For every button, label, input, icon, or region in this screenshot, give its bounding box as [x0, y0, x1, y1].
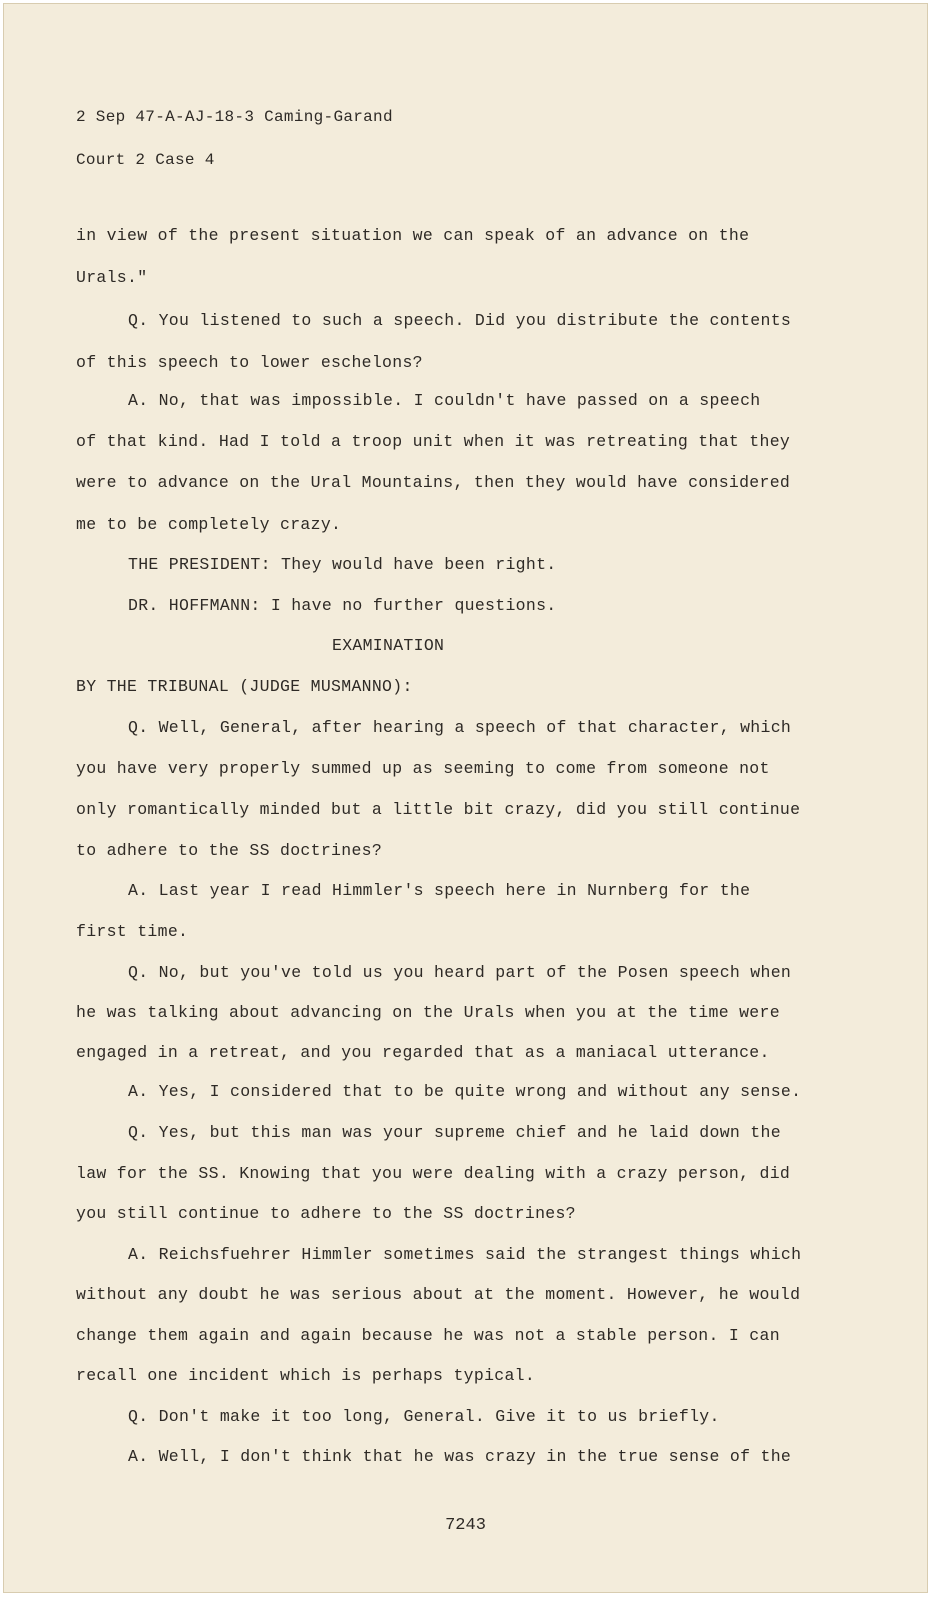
text-line: THE PRESIDENT: They would have been right.: [128, 555, 557, 574]
text-line: engaged in a retreat, and you regarded that as a maniacal utterance.: [76, 1043, 770, 1062]
text-line: he was talking about advancing on the Urals when you at the time were: [76, 1003, 780, 1022]
text-line: Q. You listened to such a speech. Did you distribute the contents: [128, 311, 792, 330]
header-court-case: Court 2 Case 4: [76, 151, 215, 169]
section-heading: EXAMINATION: [332, 636, 445, 655]
text-line: first time.: [76, 922, 189, 941]
text-line: BY THE TRIBUNAL (JUDGE MUSMANNO):: [76, 677, 413, 696]
text-line: Q. No, but you've told us you heard part of the Posen speech when: [128, 963, 792, 982]
header-case-reference: 2 Sep 47-A-AJ-18-3 Caming-Garand: [76, 108, 393, 126]
text-line: you still continue to adhere to the SS doctrines?: [76, 1204, 576, 1223]
text-line: recall one incident which is perhaps typical.: [76, 1366, 536, 1385]
text-line: A. Last year I read Himmler's speech here in Nurnberg for the: [128, 881, 751, 900]
text-line: Q. Don't make it too long, General. Give it to us briefly.: [128, 1407, 720, 1426]
document-page: [3, 3, 928, 1593]
text-line: of this speech to lower eschelons?: [76, 353, 423, 372]
text-line: A. Yes, I considered that to be quite wrong and without any sense.: [128, 1082, 802, 1101]
text-line: A. Reichsfuehrer Himmler sometimes said the strangest things which: [128, 1245, 802, 1264]
text-line: change them again and again because he was not a stable person. I can: [76, 1326, 780, 1345]
text-line: DR. HOFFMANN: I have no further questions.: [128, 596, 557, 615]
text-line: to adhere to the SS doctrines?: [76, 841, 383, 860]
text-line: me to be completely crazy.: [76, 515, 342, 534]
text-line: of that kind. Had I told a troop unit when it was retreating that they: [76, 432, 791, 451]
text-line: A. No, that was impossible. I couldn't have passed on a speech: [128, 391, 761, 410]
text-line: without any doubt he was serious about at the moment. However, he would: [76, 1285, 801, 1304]
text-line: in view of the present situation we can speak of an advance on the: [76, 226, 750, 245]
text-line: Q. Well, General, after hearing a speech of that character, which: [128, 718, 792, 737]
text-line: Urals.": [76, 268, 148, 287]
text-line: A. Well, I don't think that he was crazy in the true sense of the: [128, 1447, 792, 1466]
page-number: 7243: [445, 1516, 486, 1535]
text-line: law for the SS. Knowing that you were dealing with a crazy person, did: [76, 1164, 791, 1183]
text-line: Q. Yes, but this man was your supreme chief and he laid down the: [128, 1123, 781, 1142]
text-line: were to advance on the Ural Mountains, then they would have considered: [76, 473, 791, 492]
text-line: you have very properly summed up as seeming to come from someone not: [76, 759, 770, 778]
text-line: only romantically minded but a little bit crazy, did you still continue: [76, 800, 801, 819]
